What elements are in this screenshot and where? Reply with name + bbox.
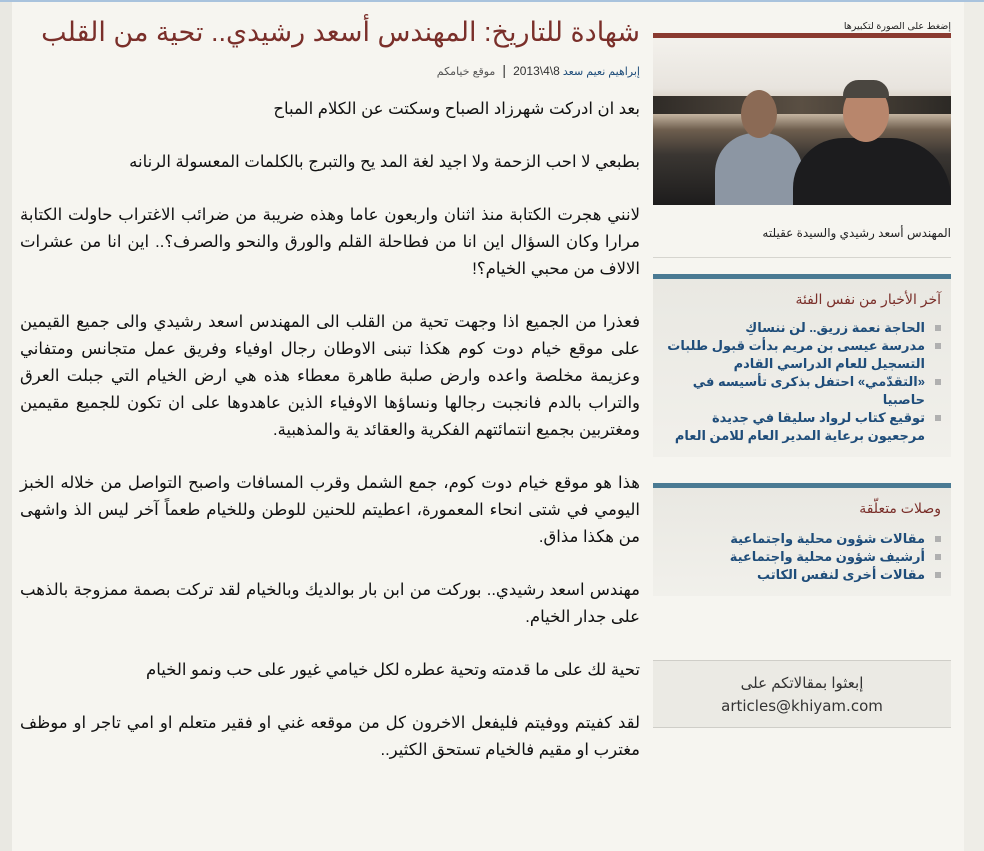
- left-gutter: [0, 2, 12, 851]
- square-bullet-icon: [935, 343, 941, 349]
- article-title: شهادة للتاريخ: المهندس أسعد رشيدي.. تحية من القلب: [41, 17, 640, 47]
- related-link[interactable]: أرشيف شؤون محلية واجتماعية: [729, 549, 925, 564]
- latest-news-item[interactable]: [663, 373, 941, 409]
- square-bullet-icon: [935, 536, 941, 542]
- square-bullet-icon: [935, 554, 941, 560]
- related-links-list: [663, 530, 941, 584]
- latest-news-title: آخر الأخبار من نفس الفئة: [795, 291, 941, 307]
- paragraph: لانني هجرت الكتابة منذ اثنان واربعون عاما وهذه ضريبة من ضرائب الاغتراب حاولت الكتابة مرارا وكان السؤال اين انا من فطاحلة القلم والورق والنحو والصرف؟.. اين انا من عشرات الالاف من محبي الخيام؟!: [20, 206, 640, 278]
- photo-hint: إضغط على الصورة لتكبيرها: [843, 21, 951, 32]
- related-links-box: [653, 483, 951, 596]
- latest-news-item[interactable]: [663, 409, 941, 445]
- latest-news-link[interactable]: «التقدّمي» احتفل بذكرى تأسيسه في حاصبيا: [692, 374, 925, 407]
- latest-news-link[interactable]: مدرسة عيسى بن مريم بدأت قبول طلبات التسجيل للعام الدراسي القادم: [667, 338, 925, 371]
- photo-caption: المهندس أسعد رشيدي والسيدة عقيلته: [653, 225, 951, 258]
- article-body: [20, 96, 640, 764]
- latest-news-item[interactable]: [663, 319, 941, 337]
- paragraph: مهندس اسعد رشيدي.. بوركت من ابن بار بوالديك وبالخيام لقد تركت بصمة ممزوجة بالذهب على جدار الخيام.: [20, 581, 640, 626]
- submit-articles-box: [653, 660, 951, 728]
- paragraph: هذا هو موقع خيام دوت كوم، جمع الشمل وقرب المسافات واصبح التواصل من خلاله الخبز اليومي في شتى انحاء المعمورة، اعطيتم للحنين للوطن وللخيام طعماً آخر ليس الذ واشهى من هكذا مذاق.: [20, 474, 640, 546]
- related-links-title: وصلات متعلّقة: [859, 500, 941, 516]
- square-bullet-icon: [935, 325, 941, 331]
- latest-news-list: [663, 319, 941, 445]
- paragraph: بطبعي لا احب الزحمة ولا اجيد لغة المد يح والتبرج بالكلمات المعسولة الرنانه: [129, 153, 640, 171]
- article: [20, 2, 640, 790]
- latest-news-box: [653, 274, 951, 457]
- paragraph: فعذرا من الجميع اذا وجهت تحية من القلب الى المهندس اسعد رشيدي والى جميع القيمين على موقع خيام دوت كوم هكذا تبنى الاوطان رجال اوفياء وفريق عمل متجانس ومتفاني وعزيمة مخلصة واعده وارض صلبة طاهرة معطاء هذه هي ارض الخيام التي جبلت العرق والتراب بالدم فانجبت رجالها ونساؤها الاوفياء الذين عاهدوها على ان تكون للجميع مقيمين ومغتربين بجميع انتمائتهم الفكرية والعقائد ية والمذهبية.: [20, 313, 640, 439]
- paragraph: بعد ان ادركت شهرزاد الصباح وسكتت عن الكلام المباح: [273, 100, 640, 118]
- article-source: موقع خيامكم: [436, 66, 496, 78]
- photo-balcony-rail: [653, 96, 951, 114]
- photo-person-woman: [715, 133, 803, 205]
- square-bullet-icon: [935, 379, 941, 385]
- related-link[interactable]: مقالات أخرى لنفس الكاتب: [756, 567, 925, 582]
- photo-person-man: [793, 138, 951, 205]
- right-gutter: [964, 2, 984, 851]
- photo-person-woman-head: [741, 90, 777, 138]
- paragraph: لقد كفيتم ووفيتم فليفعل الاخرون كل من موقعه غني او فقير متعلم او امي تاجر او موظف مغترب او مقيم فالخيام تستحق الكثير..: [20, 714, 640, 759]
- paragraph: تحية لك على ما قدمته وتحية عطره لكل خيامي غيور على حب ونمو الخيام: [145, 661, 640, 679]
- related-link-item[interactable]: [663, 548, 941, 566]
- article-meta: [20, 62, 640, 80]
- latest-news-item[interactable]: [663, 337, 941, 373]
- submit-articles-label: إبعثوا بمقالاتكم على: [740, 675, 864, 692]
- article-photo[interactable]: [653, 33, 951, 205]
- related-link[interactable]: مقالات شؤون محلية واجتماعية: [730, 531, 925, 546]
- related-link-item[interactable]: [663, 566, 941, 584]
- submit-email-link[interactable]: articles@khiyam.com: [721, 697, 883, 715]
- square-bullet-icon: [935, 572, 941, 578]
- photo-person-man-hair: [843, 80, 889, 98]
- meta-separator: |: [502, 62, 506, 78]
- square-bullet-icon: [935, 415, 941, 421]
- article-date: 8\4\2013: [513, 64, 560, 78]
- latest-news-link[interactable]: توقيع كتاب لرواد سليقا في جديدة مرجعيون برعاية المدير العام للامن العام: [674, 410, 925, 443]
- sidebar: [653, 2, 951, 728]
- related-link-item[interactable]: [663, 530, 941, 548]
- author-link[interactable]: إبراهيم نعيم سعد: [562, 66, 640, 78]
- latest-news-link[interactable]: الحاجة نعمة زريق.. لن ننساكِ: [745, 320, 925, 335]
